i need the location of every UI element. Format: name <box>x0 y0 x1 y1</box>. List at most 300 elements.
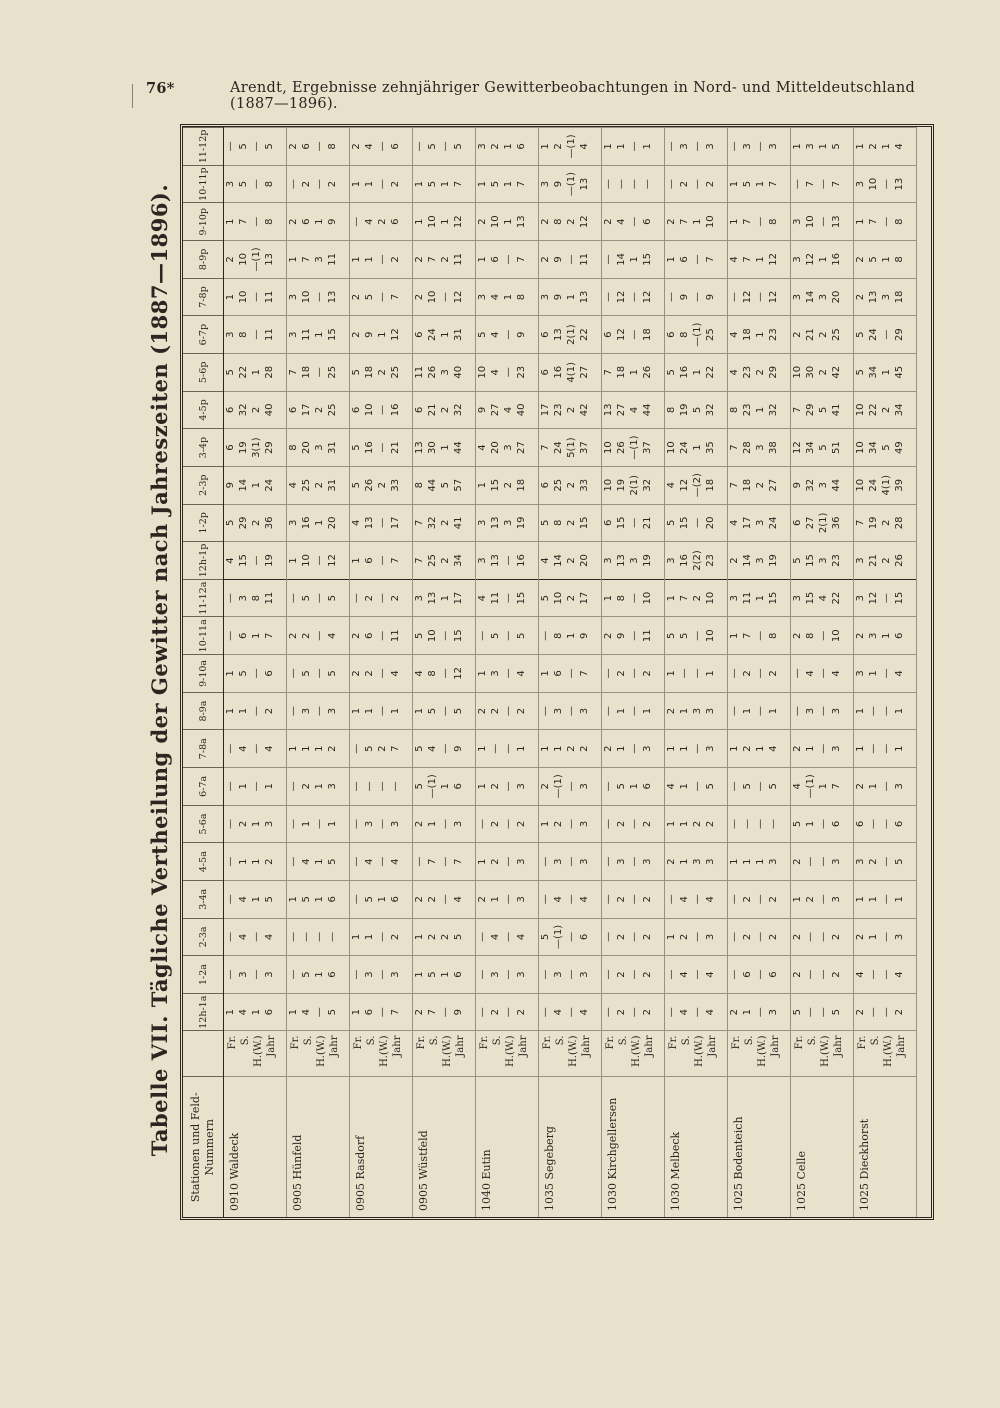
hour-cell <box>350 128 413 166</box>
hour-cell <box>728 241 791 279</box>
season-value: — <box>629 329 640 340</box>
season-value: — <box>314 1007 325 1018</box>
season-value: 1 <box>629 783 640 790</box>
season-label: Jahr <box>707 1035 718 1057</box>
season-value: 7 <box>855 519 866 527</box>
season-label: Fr. <box>416 1035 427 1050</box>
season-value: 6 <box>490 256 501 263</box>
year-total-value: 3 <box>831 707 842 715</box>
season-value: 2 <box>855 1009 866 1016</box>
season-value: 1 <box>414 180 425 188</box>
hour-cell <box>287 993 350 1031</box>
year-total-value: 4 <box>516 670 527 677</box>
hour-cell <box>791 730 854 768</box>
season-value: 3 <box>805 707 816 715</box>
year-total-value: 9 <box>453 1009 464 1016</box>
hour-cell <box>476 956 539 994</box>
season-value: 2 <box>566 519 577 527</box>
year-total-value: 4 <box>831 670 842 677</box>
season-label: Jahr <box>329 1035 340 1057</box>
hour-cell <box>287 241 350 279</box>
hour-cell <box>665 617 728 655</box>
season-value: 2 <box>692 594 703 602</box>
season-value: — <box>629 894 640 905</box>
year-total-value: 24 <box>768 516 779 530</box>
station-name: 1030 Kirchgellersen <box>602 1077 665 1217</box>
season-value: — <box>225 969 236 980</box>
hour-cell <box>350 692 413 730</box>
hour-cell <box>791 918 854 956</box>
season-value: 18 <box>742 478 753 492</box>
season-value: 1 <box>666 933 677 941</box>
season-value: 1 <box>868 896 879 903</box>
season-value: — <box>755 931 766 942</box>
season-value: 1 <box>881 632 892 639</box>
season-value: 1 <box>868 933 879 941</box>
season-value: 3 <box>364 971 375 978</box>
table-title: Tabelle VII. Tägliche Vertheilung der Gewitter nach Jahreszeiten (1887—1896). <box>147 183 172 1157</box>
season-value: 12 <box>616 328 627 342</box>
hour-cell <box>665 504 728 542</box>
hour-column-header: 12h-1a <box>183 993 224 1031</box>
season-value: — <box>805 1007 816 1018</box>
season-value: 1 <box>881 256 892 263</box>
season-label: S. <box>744 1035 755 1046</box>
season-value: 2 <box>490 820 501 828</box>
season-value: 2 <box>755 369 766 376</box>
season-value: — <box>540 856 551 867</box>
season-value: — <box>755 216 766 227</box>
season-value: — <box>818 668 829 679</box>
season-value: — <box>629 743 640 754</box>
season-value: 2 <box>364 670 375 677</box>
hour-cell <box>287 918 350 956</box>
season-value: 26 <box>427 365 438 379</box>
season-value: 5 <box>818 406 829 414</box>
season-value: 1 <box>251 858 262 865</box>
year-total-value: 10 <box>705 591 716 605</box>
hour-cell <box>287 730 350 768</box>
season-value: 7 <box>540 444 551 451</box>
year-total-value: 6 <box>453 971 464 978</box>
season-value: — <box>881 743 892 754</box>
running-title: Arendt, Ergebnisse zehnjähriger Gewitterbeobachtungen in Nord- und Mitteldeutschland (1887—1896). <box>230 80 916 112</box>
season-value: 1 <box>351 180 362 188</box>
season-value: 9 <box>477 406 488 414</box>
season-value: 3 <box>692 858 703 865</box>
season-label: H.(W.) <box>505 1035 516 1067</box>
year-total-value: 20 <box>579 554 590 567</box>
year-total-value: 13 <box>264 253 275 266</box>
season-value: 1 <box>692 218 703 225</box>
season-value: — <box>818 931 829 942</box>
season-value: — <box>692 931 703 942</box>
season-value: 1 <box>351 557 362 564</box>
season-value: 1 <box>629 256 640 263</box>
hour-cell <box>665 768 728 806</box>
season-value: 2 <box>314 482 325 489</box>
hour-cell <box>413 504 476 542</box>
season-value: 3 <box>553 971 564 978</box>
hour-cell <box>602 316 665 354</box>
season-value: 1 <box>440 331 451 338</box>
hour-cell <box>539 956 602 994</box>
station-name: 1025 Bodenteich <box>728 1077 791 1217</box>
season-value: — <box>692 630 703 641</box>
season-value: 1 <box>666 745 677 752</box>
season-value: 1 <box>364 180 375 188</box>
season-value: — <box>603 894 614 905</box>
season-value: 4 <box>855 971 866 978</box>
season-value: 1 <box>729 218 740 225</box>
season-value: — <box>503 743 514 754</box>
season-value: 3 <box>288 331 299 338</box>
hour-cell <box>602 504 665 542</box>
hour-cell <box>539 918 602 956</box>
season-value: 24 <box>679 441 690 454</box>
season-value: 7 <box>427 858 438 865</box>
season-value: 10 <box>805 215 816 229</box>
season-value: 13 <box>490 516 501 530</box>
season-value: 2 <box>616 971 627 978</box>
season-value: 10 <box>490 215 501 229</box>
season-value: —(1) <box>553 924 564 949</box>
season-value: — <box>503 329 514 340</box>
season-value: 3 <box>238 971 249 978</box>
hour-cell <box>287 843 350 881</box>
hour-cell <box>791 956 854 994</box>
season-value: 10 <box>364 403 375 417</box>
year-total-value: 5 <box>327 594 338 602</box>
season-value: 6 <box>225 444 236 451</box>
season-label: Fr. <box>479 1035 490 1050</box>
season-value: — <box>818 818 829 829</box>
hour-column-header: 1-2a <box>183 956 224 994</box>
season-value: 2 <box>351 632 362 639</box>
season-value: 1 <box>566 632 577 639</box>
year-total-value: 2 <box>894 1009 905 1016</box>
season-value: 11 <box>742 591 753 605</box>
season-value: 3 <box>855 180 866 188</box>
season-value: 1 <box>440 971 451 978</box>
season-value: — <box>351 216 362 227</box>
season-value: 2 <box>679 180 690 188</box>
year-total-value: 9 <box>327 218 338 225</box>
season-value: 5 <box>792 820 803 828</box>
season-label: Jahr <box>455 1035 466 1057</box>
season-value: — <box>692 254 703 265</box>
season-value: — <box>351 969 362 980</box>
hour-column-header: 8-9a <box>183 692 224 730</box>
season-value: 12 <box>616 290 627 304</box>
hour-cell <box>413 617 476 655</box>
season-label: Jahr <box>644 1035 655 1057</box>
hour-cell <box>602 128 665 166</box>
hour-cell <box>602 241 665 279</box>
season-value: — <box>603 179 614 190</box>
hour-cell <box>728 843 791 881</box>
year-total-value: 3 <box>831 745 842 752</box>
hour-cell <box>287 805 350 843</box>
season-value: 1 <box>729 632 740 639</box>
season-value: 5 <box>351 369 362 376</box>
station-row <box>665 128 728 1218</box>
station-row <box>539 128 602 1218</box>
year-total-value: 3 <box>579 971 590 978</box>
season-value: — <box>540 630 551 641</box>
season-value: 10 <box>855 441 866 454</box>
header-row <box>183 128 224 1218</box>
season-value: 2 <box>868 143 879 150</box>
season-value: 1 <box>288 256 299 263</box>
season-value: — <box>301 931 312 942</box>
season-value: 10 <box>855 478 866 492</box>
hour-cell <box>665 241 728 279</box>
season-value: 5(1) <box>566 437 577 458</box>
season-value: 20 <box>301 441 312 454</box>
season-value: 6 <box>603 519 614 527</box>
hour-cell <box>413 203 476 241</box>
year-total-value: 17 <box>579 591 590 605</box>
season-value: 4 <box>477 444 488 451</box>
season-value: 7 <box>729 444 740 451</box>
season-value: 1 <box>818 143 829 150</box>
hour-cell <box>539 165 602 203</box>
hour-cell <box>539 655 602 693</box>
season-value: 2 <box>414 293 425 301</box>
season-value: — <box>629 668 640 679</box>
season-value: — <box>440 630 451 641</box>
season-value: 1 <box>855 218 866 225</box>
season-value: 4 <box>540 557 551 564</box>
season-value: 19 <box>679 403 690 417</box>
season-value: 3 <box>364 820 375 828</box>
year-total-value: 8 <box>894 218 905 225</box>
year-total-value: 4 <box>705 971 716 978</box>
season-value: — <box>377 555 388 566</box>
hour-cell <box>791 165 854 203</box>
hour-cell <box>728 316 791 354</box>
season-value: 5 <box>742 783 753 790</box>
season-value: — <box>566 254 577 265</box>
season-value: —(1) <box>566 134 577 159</box>
year-total-value: 25 <box>327 365 338 379</box>
year-total-value: 7 <box>390 1009 401 1016</box>
hour-cell <box>413 542 476 580</box>
season-value: 5 <box>351 444 362 451</box>
season-label: Jahr <box>518 1035 529 1057</box>
season-value: 5 <box>666 632 677 639</box>
season-value: 4 <box>477 594 488 602</box>
season-value: 5 <box>225 519 236 527</box>
season-value: 1 <box>729 858 740 865</box>
season-value: 1 <box>881 369 892 376</box>
season-label: H.(W.) <box>694 1035 705 1067</box>
hour-column-header: 6-7a <box>183 768 224 806</box>
year-total-value: 12 <box>642 290 653 304</box>
year-total-value: 5 <box>831 1009 842 1016</box>
season-value: 2 <box>377 218 388 225</box>
season-value: — <box>377 254 388 265</box>
hour-column-header: 4-5p <box>183 391 224 429</box>
hour-cell <box>791 353 854 391</box>
season-value: — <box>225 818 236 829</box>
season-value: — <box>288 931 299 942</box>
season-value: 6 <box>540 369 551 376</box>
station-name: 1040 Eutin <box>476 1077 539 1217</box>
season-value: 19 <box>616 478 627 492</box>
hour-cell <box>224 165 287 203</box>
hour-cell <box>287 617 350 655</box>
season-value: 4 <box>553 896 564 903</box>
year-total-value: 3 <box>705 707 716 715</box>
season-value: — <box>692 781 703 792</box>
hour-cell <box>350 993 413 1031</box>
hour-cell <box>728 278 791 316</box>
year-total-value: 49 <box>894 441 905 454</box>
season-value: 4 <box>351 519 362 527</box>
year-total-value: 1 <box>642 707 653 715</box>
season-value: 1 <box>414 933 425 941</box>
hour-cell <box>854 956 917 994</box>
season-value: 2 <box>477 218 488 225</box>
season-value: 2 <box>742 933 753 941</box>
season-value: 1 <box>225 218 236 225</box>
season-value: — <box>377 517 388 528</box>
year-total-value: 2 <box>642 896 653 903</box>
season-value: 2 <box>351 293 362 301</box>
season-value: — <box>818 1007 829 1018</box>
season-value: 1 <box>729 745 740 752</box>
year-total-value: 6 <box>831 820 842 828</box>
season-value: 4 <box>629 406 640 414</box>
season-value: 3 <box>314 444 325 451</box>
season-value: —(1) <box>251 247 262 272</box>
season-labels <box>287 1031 350 1077</box>
season-value: 32 <box>805 478 816 492</box>
season-value: 3 <box>414 594 425 602</box>
hour-cell <box>854 241 917 279</box>
season-value: 1 <box>503 143 514 150</box>
year-total-value: 21 <box>390 441 401 454</box>
hour-cell <box>539 692 602 730</box>
season-value: 4 <box>818 594 829 602</box>
season-value: 2 <box>881 406 892 414</box>
season-value: — <box>314 630 325 641</box>
season-value: — <box>503 706 514 717</box>
season-value: 6 <box>301 143 312 150</box>
hour-cell <box>602 429 665 467</box>
year-total-value: 25 <box>705 328 716 342</box>
season-value: — <box>377 706 388 717</box>
season-label: S. <box>618 1035 629 1046</box>
year-total-value: 1 <box>642 143 653 150</box>
hour-cell <box>350 655 413 693</box>
year-total-value: 8 <box>264 180 275 188</box>
season-label: Jahr <box>896 1035 907 1057</box>
season-value: — <box>288 818 299 829</box>
season-value: 12 <box>679 478 690 492</box>
year-total-value: 2 <box>642 820 653 828</box>
season-value: 3 <box>477 519 488 527</box>
season-value: — <box>503 969 514 980</box>
hour-cell <box>350 429 413 467</box>
hour-cell <box>728 128 791 166</box>
season-value: 1 <box>238 707 249 715</box>
year-total-value: 3 <box>264 971 275 978</box>
season-value: — <box>603 818 614 829</box>
season-value: — <box>729 668 740 679</box>
season-value: 3 <box>855 557 866 564</box>
hour-cell <box>476 918 539 956</box>
hour-cell <box>224 241 287 279</box>
year-total-value: 1 <box>327 820 338 828</box>
season-value: 5 <box>881 444 892 451</box>
season-value: 4 <box>301 858 312 865</box>
hour-cell <box>476 504 539 542</box>
year-total-value: 24 <box>264 478 275 492</box>
hour-column-header: 11-12a <box>183 579 224 617</box>
season-value: — <box>314 593 325 604</box>
hour-cell <box>287 692 350 730</box>
season-value: 2 <box>251 406 262 414</box>
hour-cell <box>665 579 728 617</box>
year-total-value: 27 <box>579 365 590 379</box>
season-value: 1 <box>868 783 879 790</box>
season-value: 17 <box>301 403 312 417</box>
hour-cell <box>350 504 413 542</box>
season-value: 15 <box>616 516 627 530</box>
season-label: S. <box>429 1035 440 1046</box>
hour-cell <box>350 730 413 768</box>
season-label: H.(W.) <box>379 1035 390 1067</box>
season-value: — <box>729 931 740 942</box>
season-value: 5 <box>692 406 703 414</box>
hour-cell <box>791 278 854 316</box>
season-value: 4 <box>553 1009 564 1016</box>
season-value: 25 <box>301 478 312 492</box>
year-total-value: 44 <box>453 441 464 454</box>
season-label: S. <box>366 1035 377 1046</box>
season-value: 6 <box>364 1009 375 1016</box>
hour-cell <box>602 655 665 693</box>
year-total-value: 5 <box>327 858 338 865</box>
season-value: — <box>692 1007 703 1018</box>
hour-cell <box>728 504 791 542</box>
season-labels <box>791 1031 854 1077</box>
hour-cell <box>224 391 287 429</box>
season-label: Jahr <box>770 1035 781 1057</box>
hour-cell <box>287 466 350 504</box>
hour-cell <box>539 805 602 843</box>
season-value: — <box>881 668 892 679</box>
season-value: — <box>692 179 703 190</box>
hour-cell <box>476 843 539 881</box>
season-value: 2 <box>818 331 829 338</box>
season-value: 6 <box>351 406 362 414</box>
hour-cell <box>224 316 287 354</box>
season-value: 1 <box>805 745 816 752</box>
year-total-value: 6 <box>516 143 527 150</box>
season-value: 21 <box>427 403 438 417</box>
hour-cell <box>413 278 476 316</box>
season-value: — <box>881 931 892 942</box>
season-value: — <box>729 292 740 303</box>
season-value: 4 <box>238 745 249 752</box>
year-total-value: 29 <box>264 441 275 454</box>
season-value: — <box>629 593 640 604</box>
season-value: 27 <box>616 403 627 417</box>
